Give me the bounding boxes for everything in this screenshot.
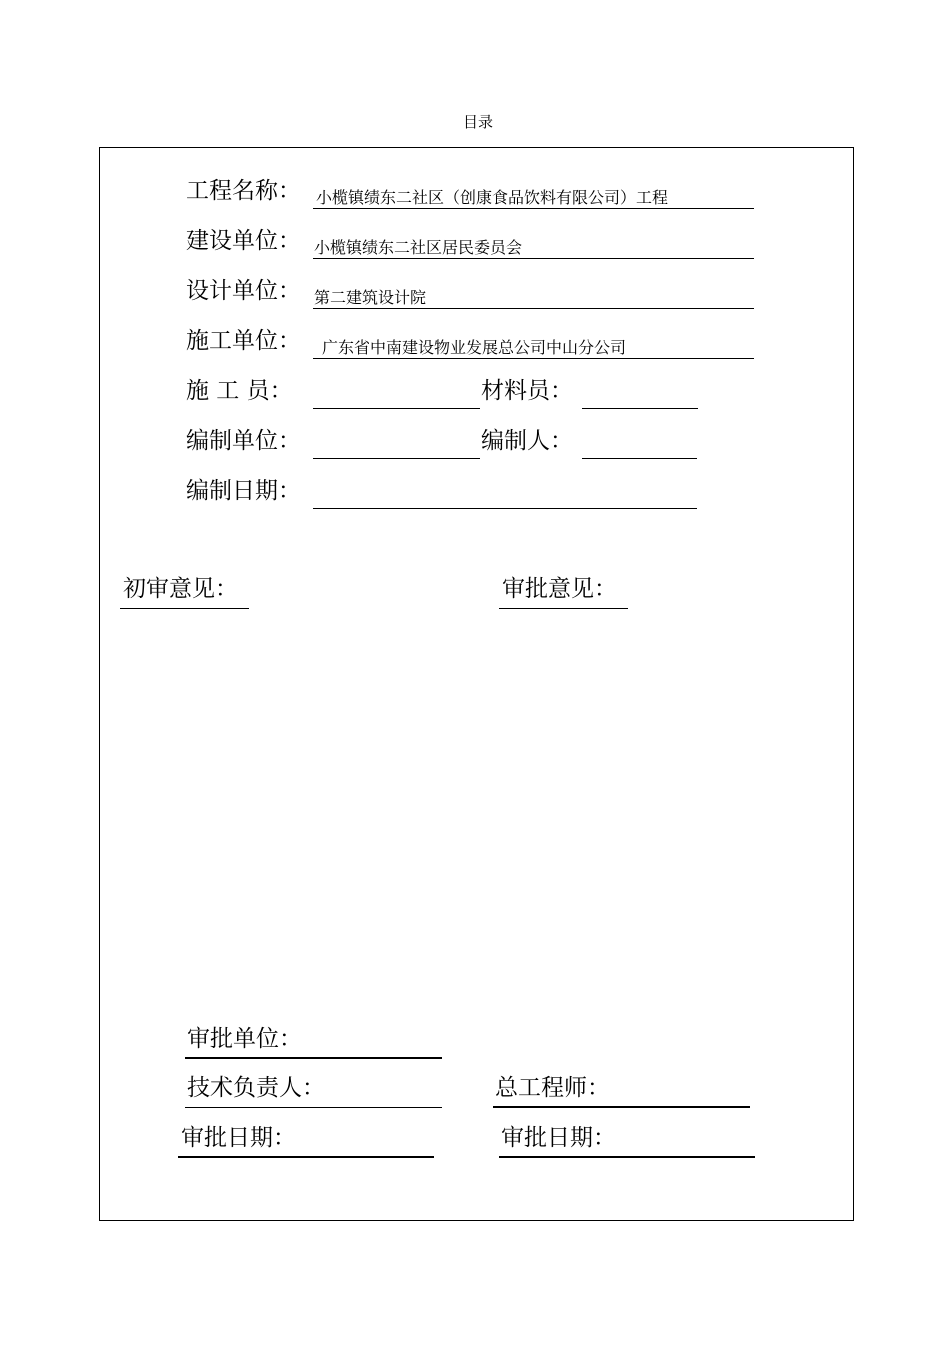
material-officer-label: 材料员：: [481, 378, 573, 404]
preliminary-review-label: 初审意见：: [123, 576, 238, 602]
chief-engineer-field[interactable]: [493, 1106, 750, 1108]
design-unit-label: 设计单位：: [186, 278, 301, 304]
approval-date-right-label: 审批日期：: [501, 1125, 616, 1151]
construction-unit-value[interactable]: 小榄镇绩东二社区居民委员会: [314, 238, 523, 257]
chief-engineer-label: 总工程师：: [495, 1075, 610, 1101]
project-name-label: 工程名称：: [186, 178, 301, 204]
compile-date-label: 编制日期：: [186, 478, 301, 504]
material-officer-field[interactable]: [582, 408, 698, 409]
construction-unit-label: 建设单位：: [186, 228, 301, 254]
project-name-value[interactable]: 小榄镇绩东二社区（创康食品饮料有限公司）工程: [316, 188, 669, 207]
approval-date-right-field[interactable]: [499, 1156, 755, 1158]
approval-date-left-label: 审批日期：: [181, 1125, 296, 1151]
page-title: 目录: [462, 113, 493, 131]
compiler-field[interactable]: [582, 458, 697, 459]
approval-unit-label: 审批单位：: [187, 1026, 302, 1052]
tech-lead-label: 技术负责人：: [187, 1075, 325, 1101]
approval-unit-field[interactable]: [185, 1057, 442, 1059]
compiling-unit-label: 编制单位：: [186, 428, 301, 454]
approval-opinion-label: 审批意见：: [502, 576, 617, 602]
builder-unit-underline: [313, 358, 754, 359]
constructor-field[interactable]: [313, 408, 480, 409]
preliminary-review-underline: [120, 608, 249, 609]
compiling-unit-field[interactable]: [313, 458, 480, 459]
approval-date-left-field[interactable]: [178, 1156, 434, 1158]
tech-lead-field[interactable]: [185, 1107, 442, 1108]
builder-unit-label: 施工单位：: [186, 328, 301, 354]
compile-date-field[interactable]: [313, 508, 697, 509]
approval-opinion-underline: [499, 608, 628, 609]
project-name-underline: [313, 208, 754, 209]
construction-unit-underline: [313, 258, 754, 259]
design-unit-value[interactable]: 第二建筑设计院: [314, 288, 427, 307]
builder-unit-value[interactable]: 广东省中南建设物业发展总公司中山分公司: [322, 338, 627, 357]
design-unit-underline: [313, 308, 754, 309]
compiler-label: 编制人：: [481, 428, 573, 454]
constructor-label: 施 工 员：: [186, 378, 293, 404]
